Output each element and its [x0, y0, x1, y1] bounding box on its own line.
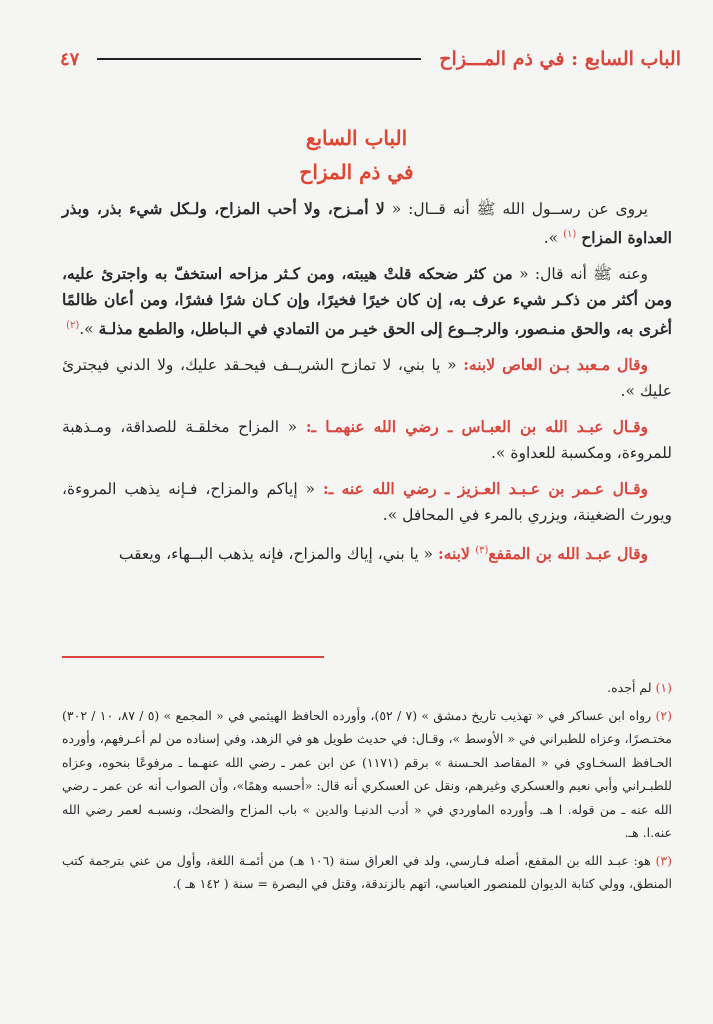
- chapter-subtitle: في ذم المزاح: [299, 160, 414, 184]
- footnote-text: لم أجده.: [607, 680, 656, 695]
- speaker: وقـال عـمر بن عـبـد العـزيز ـ رضي الله عنه ـ:: [322, 479, 648, 499]
- paragraph-saying-3: [62, 476, 672, 528]
- header-rule: [97, 58, 421, 60]
- saying-text: « يا بني، إياك والمزاح، فإنه يذهب البــهاء، ويعقب: [118, 545, 438, 564]
- footnote-1: [62, 676, 672, 700]
- para-intro: وعنه ﷺ أنه قال: «: [512, 265, 648, 284]
- chapter-title: الباب السابع: [305, 126, 408, 150]
- speaker: وقال مـعبد بـن العاص لابنه:: [463, 355, 649, 375]
- paragraph-saying-1: [62, 352, 672, 404]
- speaker: وقـال عبـد الله بن العبـاس ـ رضي الله عنهمـا ـ:: [305, 417, 648, 437]
- footnote-ref[interactable]: (١): [563, 229, 577, 240]
- footnote-separator: [62, 656, 324, 658]
- body-text: [62, 196, 672, 577]
- hadith-quote: لا أمـزح، ولا أحب المزاح، ولـكل شيء بذر، وبذر العداوة المزاح: [62, 199, 672, 248]
- footnote-text: رواه ابن عساكر في « تهذيب تاريخ دمشق » (٧ / ٥٢)، وأورده الحافظ الهيثمي في « المجمع » (٥ / ٨٧، ١٠ / ٣٠٢) مختـصرًا، وعزاه للطبراني في « الأوسط »، وقـال: في حديث طويل هو في الزهد، وفي إسناده من لم أعـرفهم، وأورده الحـافظ السخـاوي في « المقاصد الحـسنة » برقم (١١٧١) عن ابن عمر ـ رضي الله عنهـما ـ مرفوعًا بنحوه، وعزاه للطبـراني وأبي نعيم والعسكري وغيرهم، ونقل عن العسكري أنه قال: «أحسبه وهمًا»، وأن الصواب أنه عن عمر ـ رضي الله عنه ـ من قوله. ا هـ. وأورده الماوردي في « أدب الدنيـا والدين » باب المزاح والضحك، ونسبـه لعمر رضي الله عنه.ا. هـ.: [62, 707, 672, 840]
- footnotes: [62, 676, 672, 900]
- paragraph-saying-4: [62, 538, 672, 567]
- page-number: ٤٧: [60, 48, 80, 70]
- footnote-3: [62, 849, 672, 896]
- saying-text: « المزاح مخلقـة للصداقة، ومـذهبة للمروءة، ومكسبة للعداوة ».: [62, 418, 672, 463]
- footnote-ref[interactable]: (٣): [475, 545, 489, 557]
- footnote-number: (١): [655, 680, 672, 695]
- saying-text: « إياكم والمزاح، فـإنه يذهب المروءة، ويورث الضغينة، ويزري بالمرء في المحافل ».: [62, 480, 672, 525]
- paragraph-saying-2: [62, 414, 672, 466]
- paragraph-hadith-2: [62, 261, 672, 342]
- paragraph-hadith-1: [62, 196, 672, 251]
- footnote-number: (٢): [655, 707, 672, 723]
- footnote-ref[interactable]: (٢): [66, 320, 80, 332]
- footnote-number: (٣): [655, 852, 672, 868]
- speaker-suffix: لابنه:: [437, 544, 476, 564]
- running-header: [60, 44, 681, 74]
- running-title: الباب السابع : في ذم المـــزاح: [439, 48, 681, 70]
- hadith-quote: من كثر ضحكه قلتْ هيبته، ومن كـثر مزاحه استخفّ به واجترئ عليه، ومن أكثر من ذكـر شيء عرف به، إن كان خيرًا فخيرًا، وإن كـان شرًا فشرًا، ومن أعان ظالمًا أغرى به، والحق منـصور، والرجــوع إلى الحق خيـر من التمادي في الـباطل، والطمع مذلـة: [62, 264, 672, 339]
- speaker: وقال عبـد الله بن المقفع: [488, 544, 648, 564]
- footnote-text: هو: عبـد الله بن المقفع، أصله فـارسي، ولد في العراق سنة (١٠٦ هـ) من أئمـة اللغة، وأول من عني بترجمة كتب المنطق، وولي كتابة الديوان للمنصور العباسي، اتهم بالزندقة، وقتل في البصرة = سنة ( ١٤٢ هـ ).: [62, 852, 672, 891]
- para-end: ».: [543, 229, 564, 248]
- para-intro: يروى عن رســول الله ﷺ أنه قــال: «: [384, 200, 648, 218]
- saying-text: « يا بني، لا تمازح الشريــف فيحـقد عليك، ولا الدني فيجترئ عليك ».: [62, 356, 672, 401]
- para-end: ».: [79, 320, 94, 339]
- footnote-2: [62, 704, 672, 845]
